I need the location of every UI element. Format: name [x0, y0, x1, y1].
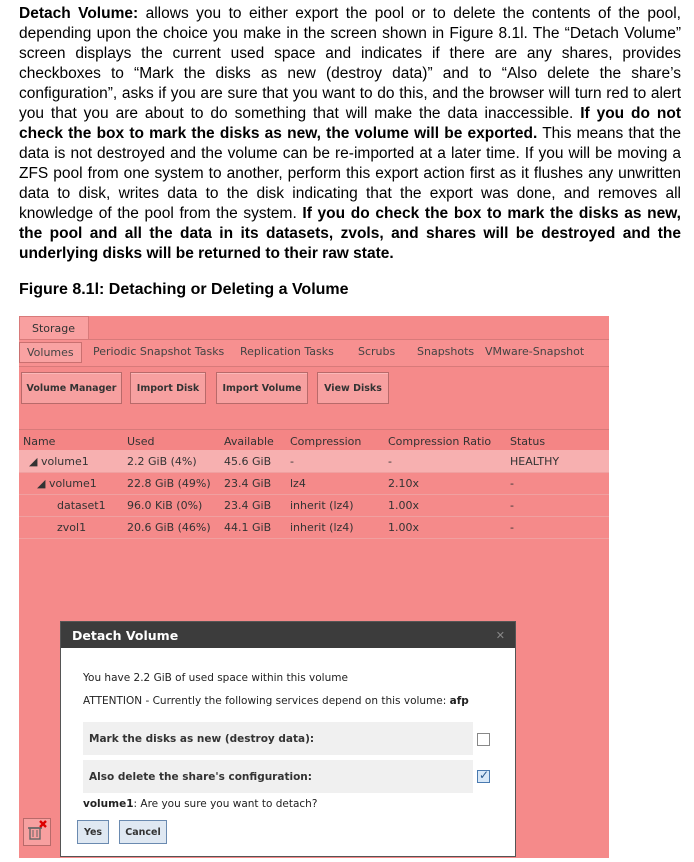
confirm-question: : Are you sure you want to detach? [133, 798, 318, 810]
import-volume-button[interactable]: Import Volume [216, 372, 308, 404]
cancel-button[interactable]: Cancel [119, 820, 167, 844]
mark-disks-row [83, 722, 473, 755]
attention-text [83, 695, 469, 707]
cell-status: HEALTHY [510, 455, 560, 468]
para-text-2: This means that the data is not destroyed and the volume can be re-imported at a later time. If you will be moving a ZFS pool from one system to another, perform this export action first as it flushes any unwritten data to disk, writes data to the disk indicating that the export was done, and removes all knowledge of the pool from the system. [19, 125, 681, 222]
confirm-text [83, 798, 317, 810]
attention-message: ATTENTION - Currently the following services depend on this volume: [83, 695, 450, 707]
col-compression-ratio[interactable]: Compression Ratio [388, 435, 492, 448]
trash-delete-icon [24, 819, 50, 845]
body-paragraph [19, 4, 681, 264]
subtab-snapshots[interactable]: Snapshots [417, 345, 475, 358]
col-compression[interactable]: Compression [290, 435, 362, 448]
cell-compression: - [290, 455, 294, 468]
used-space-text: You have 2.2 GiB of used space within this volume [83, 672, 348, 684]
cell-ratio: 1.00x [388, 499, 420, 512]
para-text-1: allows you to either export the pool or to delete the contents of the pool, depending upon the choice you make in the screen shown in Figure 8.1l. The “Detach Volume” screen displays the current used space and indicates if there are any shares, provides checkboxes to “Mark the disks as new (destroy data)” and to “Also delete the share’s configuration”, asks if you are sure that you want to do this, and the browser will turn red to alert you that you are about to do something that will make the data inaccessible. [19, 5, 681, 122]
table-row[interactable] [19, 516, 609, 539]
cell-name: ◢ volume1 [37, 477, 97, 490]
cell-available: 23.4 GiB [224, 477, 272, 490]
cell-status: - [510, 499, 514, 512]
cell-compression: inherit (lz4) [290, 521, 354, 534]
cell-used: 20.6 GiB (46%) [127, 521, 211, 534]
view-disks-button[interactable]: View Disks [317, 372, 389, 404]
table-row[interactable] [19, 450, 609, 473]
cell-compression: lz4 [290, 477, 306, 490]
subtab-scrubs[interactable]: Scrubs [358, 345, 396, 358]
dialog-title: Detach Volume [61, 622, 515, 648]
cell-name: zvol1 [57, 521, 87, 534]
col-available[interactable]: Available [224, 435, 274, 448]
cell-ratio: 2.10x [388, 477, 420, 490]
detach-volume-dialog [60, 621, 516, 857]
detach-volume-term: Detach Volume: [19, 5, 139, 22]
volume-manager-button[interactable]: Volume Manager [21, 372, 122, 404]
delete-share-checkbox[interactable] [477, 770, 490, 783]
delete-share-row [83, 760, 473, 793]
subtab-bar [19, 339, 609, 367]
table-row[interactable] [19, 494, 609, 517]
tab-storage[interactable]: Storage [19, 316, 89, 340]
freenas-screenshot [19, 316, 609, 858]
col-name[interactable]: Name [23, 435, 56, 448]
confirm-volume: volume1 [83, 798, 134, 810]
yes-button[interactable]: Yes [77, 820, 109, 844]
import-disk-button[interactable]: Import Disk [130, 372, 206, 404]
close-icon[interactable]: ✕ [495, 629, 505, 642]
subtab-vmware-snapshot[interactable]: VMware-Snapshot [485, 345, 585, 358]
table-row[interactable] [19, 472, 609, 495]
mark-disks-label: Mark the disks as new (destroy data): [89, 733, 315, 745]
subtab-replication[interactable]: Replication Tasks [240, 345, 334, 358]
para-bold-2: If you do check the box to mark the disks as new, the pool and all the data in its datasets, zvols, and shares will be destroyed and the underlying disks will be returned to their raw state. [19, 205, 681, 262]
col-used[interactable]: Used [127, 435, 155, 448]
cell-ratio: 1.00x [388, 521, 420, 534]
cell-status: - [510, 477, 514, 490]
para-bold-1: If you do not check the box to mark the disks as new, the volume will be exported. [19, 105, 681, 142]
cell-used: 96.0 KiB (0%) [127, 499, 203, 512]
detach-trash-button[interactable] [23, 818, 51, 846]
cell-name: ◢ volume1 [29, 455, 89, 468]
cell-available: 23.4 GiB [224, 499, 272, 512]
subtab-periodic-snapshot[interactable]: Periodic Snapshot Tasks [93, 345, 225, 358]
col-status[interactable]: Status [510, 435, 546, 448]
cell-name: dataset1 [57, 499, 106, 512]
figure-caption: Figure 8.1l: Detaching or Deleting a Volume [19, 281, 349, 298]
cell-used: 2.2 GiB (4%) [127, 455, 197, 468]
cell-available: 44.1 GiB [224, 521, 272, 534]
cell-status: - [510, 521, 514, 534]
cell-ratio: - [388, 455, 392, 468]
cell-available: 45.6 GiB [224, 455, 272, 468]
cell-used: 22.8 GiB (49%) [127, 477, 211, 490]
subtab-volumes[interactable]: Volumes [19, 342, 82, 363]
cell-compression: inherit (lz4) [290, 499, 354, 512]
mark-disks-checkbox[interactable] [477, 733, 490, 746]
delete-share-label: Also delete the share's configuration: [89, 771, 312, 783]
attention-service: afp [449, 695, 469, 707]
